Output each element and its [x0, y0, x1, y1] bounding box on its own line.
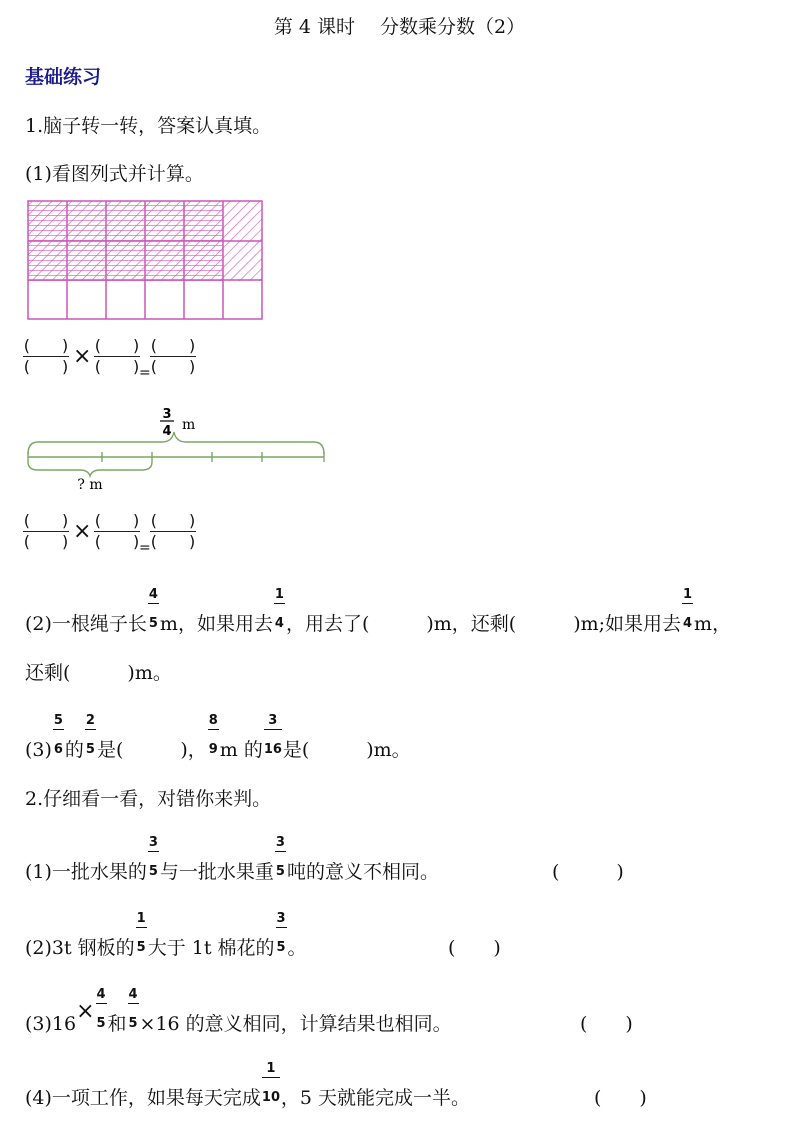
diagram-top-den: 4 [162, 424, 172, 439]
page-title: 第 4 课时 分数乘分数（2） [273, 16, 526, 38]
q2-item-3: (3)16× $\frac{4}{5}$ 和 $\frac{4}{5}$ ×16 的意义相同，计算结果也相同。 [25, 987, 452, 1035]
q2-answer-3[interactable]: ( ) [580, 1013, 633, 1035]
q1-sub2-cont: 还剩( )m。 [25, 662, 172, 684]
times-sign-2: × [73, 519, 92, 544]
times-sign: × [73, 344, 92, 369]
q1-sub1: (1)看图列式并计算。 [25, 163, 204, 185]
q2-answer-1[interactable]: ( ) [552, 861, 624, 883]
equals-sign: = [139, 365, 151, 381]
q1-sub2: (2)一根绳子长 $\frac{4}{5}$ m，如果用去 $\frac{1}{4}$ ，用去了( )m，还剩( )m;如果用去 $\frac{1}{4}$ m， [25, 587, 732, 635]
q2-item-1: (1)一批水果的 $\frac{3}{5}$ 与一批水果重 $\frac{3}{5}$ 吨的意义不相同。 [25, 835, 439, 883]
diagram-top-num: 3 [162, 407, 172, 422]
answer-fraction-1c[interactable]: ( ) ( ) [150, 336, 196, 376]
answer-fraction-2b[interactable]: ( ) ( ) [94, 511, 140, 551]
q2-answer-4[interactable]: ( ) [594, 1087, 647, 1109]
q1-sub3: (3) $\frac{5}{6}$ 的 $\frac{2}{5}$ 是( )， $\frac{8}{9}$ m 的 $\frac{3}{16}$ 是( )m。 [25, 713, 411, 761]
answer-fraction-2a[interactable]: ( ) ( ) [23, 511, 69, 551]
fraction-grid-diagram [25, 198, 265, 322]
diagram-top-unit: m [182, 417, 196, 433]
equals-sign-2: = [139, 540, 151, 556]
q2-answer-2[interactable]: ( ) [448, 937, 501, 959]
diagram-question: ? m [77, 477, 103, 493]
answer-fraction-1a[interactable]: ( ) ( ) [23, 336, 69, 376]
answer-fraction-1b[interactable]: ( ) ( ) [94, 336, 140, 376]
q2-item-2: (2)3t 钢板的 $\frac{1}{5}$ 大于 1t 棉花的 $\frac{3}{5}$ 。 [25, 911, 307, 959]
section-heading: 基础练习 [25, 66, 102, 88]
rope-brace-diagram [22, 400, 332, 496]
q1-heading: 1.脑子转一转，答案认真填。 [25, 115, 272, 137]
q2-item-4: (4)一项工作，如果每天完成 $\frac{1}{10}$ ，5 天就能完成一半。 [25, 1061, 471, 1109]
q2-heading: 2.仔细看一看，对错你来判。 [25, 788, 272, 810]
answer-fraction-2c[interactable]: ( ) ( ) [150, 511, 196, 551]
